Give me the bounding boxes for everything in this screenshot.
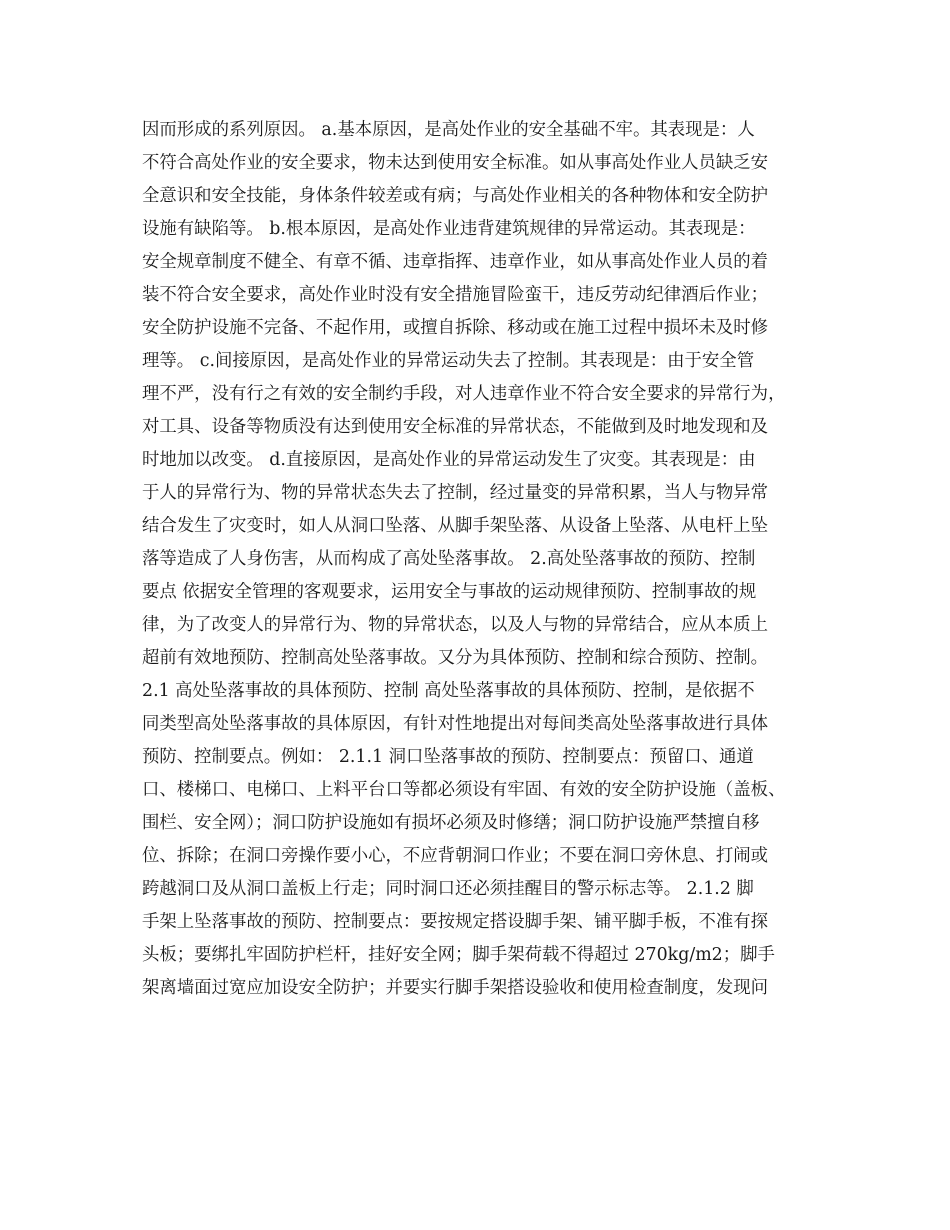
text-line: 围栏、安全网）；洞口防护设施如有损坏必须及时修缮；洞口防护设施严禁擅自移: [142, 813, 760, 833]
text-line: 预防、控制要点。例如： 2.1.1 洞口坠落事故的预防、控制要点：预留口、通道: [142, 747, 754, 767]
text-line: 不符合高处作业的安全要求，物未达到使用安全标准。如从事高处作业人员缺乏安: [142, 153, 769, 173]
text-line: 超前有效地预防、控制高处坠落事故。又分为具体预防、控制和综合预防、控制。: [142, 648, 769, 668]
text-line: 因而形成的系列原因。 a.基本原因，是高处作业的安全基础不牢。其表现是：人: [142, 120, 755, 140]
text-line: 安全规章制度不健全、有章不循、违章指挥、违章作业，如从事高处作业人员的着: [142, 252, 769, 272]
text-line: 于人的异常行为、物的异常状态失去了控制，经过量变的异常积累，当人与物异常: [142, 483, 769, 503]
text-line: 要点 依据安全管理的客观要求，运用安全与事故的运动规律预防、控制事故的规: [142, 582, 757, 602]
text-line: 位、拆除；在洞口旁操作要小心，不应背朝洞口作业；不要在洞口旁休息、打闹或: [142, 846, 769, 866]
text-line: 2.1 高处坠落事故的具体预防、控制 高处坠落事故的具体预防、控制，是依据不: [142, 681, 755, 701]
text-line: 设施有缺陷等。 b.根本原因，是高处作业违背建筑规律的异常运动。其表现是：: [142, 219, 756, 239]
text-line: 律，为了改变人的异常行为、物的异常状态，以及人与物的异常结合，应从本质上: [142, 615, 769, 635]
text-line: 跨越洞口及从洞口盖板上行走；同时洞口还必须挂醒目的警示标志等。 2.1.2 脚: [142, 879, 754, 899]
body-text: [142, 114, 832, 1005]
text-line: 全意识和安全技能，身体条件较差或有病；与高处作业相关的各种物体和安全防护: [142, 186, 769, 206]
text-line: 结合发生了灾变时，如人从洞口坠落、从脚手架坠落、从设备上坠落、从电杆上坠: [142, 516, 769, 536]
text-line: 装不符合安全要求，高处作业时没有安全措施冒险蛮干，违反劳动纪律酒后作业；: [142, 285, 769, 305]
text-line: 手架上坠落事故的预防、控制要点：要按规定搭设脚手架、铺平脚手板，不准有探: [142, 912, 769, 932]
text-line: 理不严，没有行之有效的安全制约手段，对人违章作业不符合安全要求的异常行为，: [142, 384, 786, 404]
text-line: 架离墙面过宽应加设安全防护；并要实行脚手架搭设验收和使用检查制度，发现问: [142, 978, 769, 998]
text-line: 安全防护设施不完备、不起作用，或擅自拆除、移动或在施工过程中损坏未及时修: [142, 318, 769, 338]
text-line: 理等。 c.间接原因，是高处作业的异常运动失去了控制。其表现是：由于安全管: [142, 351, 755, 371]
text-line: 口、楼梯口、电梯口、上料平台口等都必须设有牢固、有效的安全防护设施（盖板、: [142, 780, 786, 800]
text-line: 对工具、设备等物质没有达到使用安全标准的异常状态，不能做到及时地发现和及: [142, 417, 769, 437]
text-line: 头板；要绑扎牢固防护栏杆，挂好安全网；脚手架荷载不得超过 270kg/m2；脚手: [142, 945, 775, 965]
text-line: 时地加以改变。 d.直接原因，是高处作业的异常运动发生了灾变。其表现是：由: [142, 450, 756, 470]
text-line: 同类型高处坠落事故的具体原因，有针对性地提出对每间类高处坠落事故进行具体: [142, 714, 769, 734]
text-line: 落等造成了人身伤害，从而构成了高处坠落事故。 2.高处坠落事故的预防、控制: [142, 549, 756, 569]
